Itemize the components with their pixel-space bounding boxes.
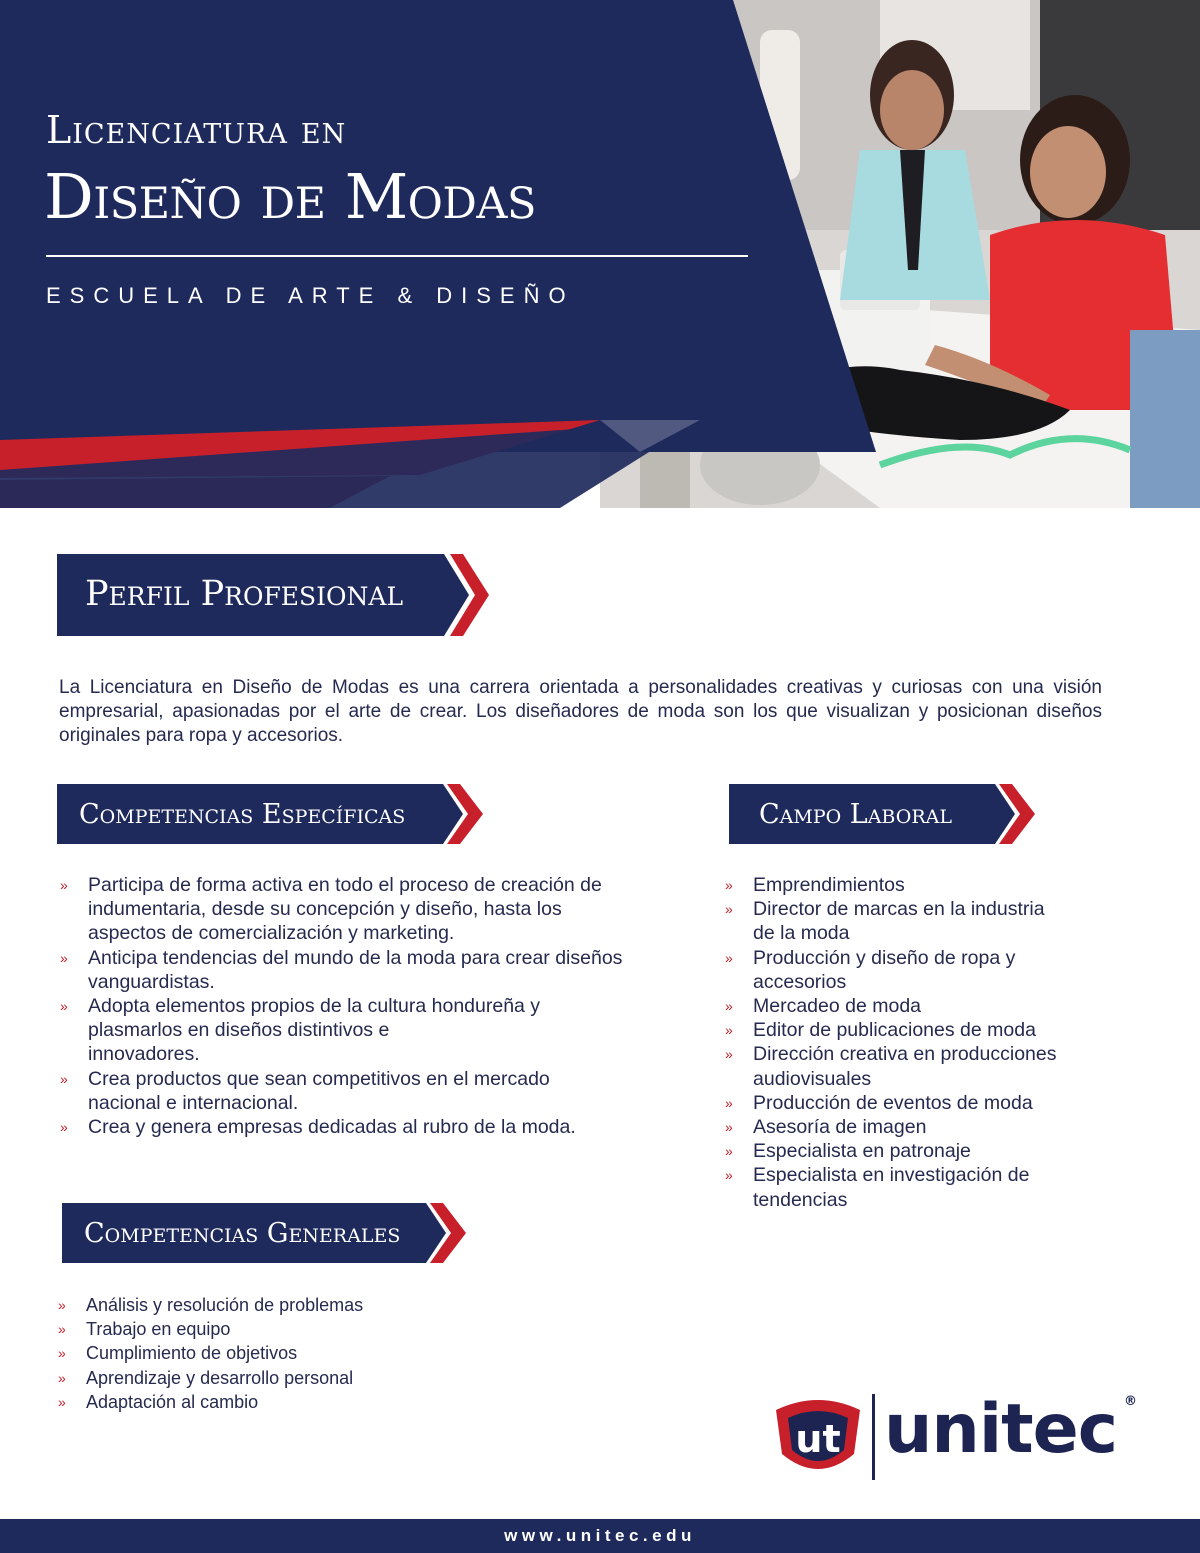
section-heading-competencias-especificas: Competencias Específicas <box>79 798 406 830</box>
competencia-especifica-item-text: Participa de forma activa en todo el proceso de creación de <box>88 874 602 896</box>
perfil-description: La Licenciatura en Diseño de Modas es una carrera orientada a personalidades creativas y curiosas con una visión empresarial, apasionadas por el arte de crear. Los diseñadores de moda son los que visualizan y posicionan diseños originales para ropa y accesorios. <box>59 677 1102 746</box>
campo-laboral-item <box>725 1139 1125 1163</box>
competencia-general-item <box>58 1366 578 1390</box>
program-title-line2: Diseño de Modas <box>44 160 536 233</box>
bullet-chevron-icon: » <box>725 949 733 966</box>
competencia-especifica-item-text: Crea y genera empresas dedicadas al rubro de la moda. <box>88 1116 576 1139</box>
competencia-especifica-item-text: nacional e internacional. <box>88 1091 299 1114</box>
competencia-especifica-item-text: indumentaria, desde su concepción y diseño, hasta los <box>88 898 562 921</box>
title-divider <box>46 255 748 257</box>
bullet-chevron-icon: » <box>725 1046 733 1063</box>
registered-mark: ® <box>1124 1394 1137 1409</box>
logo-divider <box>872 1394 875 1480</box>
campo-laboral-item <box>725 1091 1125 1115</box>
bullet-chevron-icon: » <box>725 1143 733 1160</box>
competencia-especifica-item-text: vanguardistas. <box>88 970 215 993</box>
campo-laboral-item <box>725 1163 1125 1211</box>
competencia-general-item-text: Aprendizaje y desarrollo personal <box>86 1367 354 1388</box>
campo-laboral-item <box>725 946 1125 994</box>
competencias-especificas-list <box>60 873 700 1139</box>
competencia-especifica-item <box>60 1067 700 1115</box>
bullet-chevron-icon: » <box>60 949 68 966</box>
campo-laboral-item <box>725 1018 1125 1042</box>
campo-laboral-item <box>725 873 1125 897</box>
competencia-especifica-item-text: innovadores. <box>88 1043 200 1066</box>
campo-laboral-item <box>725 1042 1125 1090</box>
competencia-especifica-item-text: plasmarlos en diseños distintivos e <box>88 1019 390 1042</box>
campo-laboral-item <box>725 897 1125 945</box>
competencia-especifica-item-text: Crea productos que sean competitivos en el mercado <box>88 1067 550 1090</box>
section-heading-perfil: Perfil Profesional <box>85 574 404 614</box>
campo-laboral-item <box>725 1115 1125 1139</box>
bullet-chevron-icon: » <box>60 1119 68 1136</box>
section-heading-campo-laboral: Campo Laboral <box>759 798 952 830</box>
bullet-chevron-icon: » <box>60 877 68 893</box>
campo-laboral-list <box>725 873 1125 1212</box>
bullet-chevron-icon: » <box>60 1070 68 1087</box>
section-heading-competencias-generales: Competencias Generales <box>84 1217 401 1249</box>
campo-laboral-item-text: Emprendimientos <box>753 874 905 896</box>
bullet-chevron-icon: » <box>725 1022 733 1039</box>
bullet-chevron-icon: » <box>60 998 68 1015</box>
footer-bar <box>0 1519 1200 1553</box>
campo-laboral-item-text: accesorios <box>753 970 847 993</box>
logo-wordmark: unitec <box>884 1390 1118 1469</box>
competencia-general-item <box>58 1390 578 1414</box>
bullet-chevron-icon: » <box>58 1297 66 1313</box>
header-geometric-shapes <box>0 0 1200 508</box>
section-banner-perfil <box>57 554 489 636</box>
bullet-chevron-icon: » <box>725 1119 733 1136</box>
bullet-chevron-icon: » <box>58 1345 66 1362</box>
competencia-especifica-item-text: aspectos de comercialización y marketing. <box>88 922 455 945</box>
bullet-chevron-icon: » <box>58 1369 66 1386</box>
competencia-general-item <box>58 1317 578 1341</box>
competencia-especifica-item <box>60 946 700 994</box>
competencia-especifica-item-text: Adopta elementos propios de la cultura hondureña y <box>88 995 541 1018</box>
campo-laboral-item-text: Editor de publicaciones de moda <box>753 1019 1036 1042</box>
campo-laboral-item-text: Mercadeo de moda <box>753 995 922 1018</box>
competencias-generales-list <box>58 1293 578 1414</box>
campo-laboral-item-text: tendencias <box>753 1188 848 1211</box>
bullet-chevron-icon: » <box>725 901 733 918</box>
section-banner-campo-laboral <box>729 784 1035 866</box>
section-banner-competencias-generales <box>62 1203 466 1285</box>
bullet-chevron-icon: » <box>58 1393 66 1410</box>
website-link[interactable]: www.unitec.edu <box>504 1526 696 1545</box>
competencia-especifica-item <box>60 1115 700 1139</box>
bullet-chevron-icon: » <box>58 1321 66 1338</box>
school-name: ESCUELA DE ARTE & DISEÑO <box>46 283 575 308</box>
competencia-general-item <box>58 1341 578 1365</box>
competencia-general-item-text: Adaptación al cambio <box>86 1391 259 1412</box>
program-title-line1: Licenciatura en <box>46 108 347 152</box>
campo-laboral-item-text: audiovisuales <box>753 1067 872 1090</box>
campo-laboral-item-text: Asesoría de imagen <box>753 1116 927 1139</box>
campo-laboral-item-text: de la moda <box>753 922 850 945</box>
competencia-general-item-text: Cumplimiento de objetivos <box>86 1343 298 1364</box>
campo-laboral-item-text: Producción de eventos de moda <box>753 1091 1033 1114</box>
bullet-chevron-icon: » <box>725 877 733 893</box>
logo-monogram: ut <box>795 1417 841 1461</box>
section-banner-competencias-especificas <box>57 784 483 866</box>
unitec-shield-icon <box>768 1388 868 1483</box>
campo-laboral-item-text: Producción y diseño de ropa y <box>753 946 1016 969</box>
campo-laboral-item-text: Dirección creativa en producciones <box>753 1043 1057 1066</box>
campo-laboral-item-text: Director de marcas en la industria <box>753 898 1045 921</box>
campo-laboral-item-text: Especialista en patronaje <box>753 1140 971 1163</box>
bullet-chevron-icon: » <box>725 1167 733 1184</box>
header-hero <box>0 0 1200 508</box>
campo-laboral-item <box>725 994 1125 1018</box>
campo-laboral-item-text: Especialista en investigación de <box>753 1164 1030 1187</box>
competencia-general-item-text: Análisis y resolución de problemas <box>86 1295 364 1315</box>
competencia-especifica-item <box>60 873 700 946</box>
competencia-especifica-item <box>60 994 700 1067</box>
bullet-chevron-icon: » <box>725 1094 733 1111</box>
bullet-chevron-icon: » <box>725 998 733 1015</box>
competencia-general-item-text: Trabajo en equipo <box>86 1319 231 1340</box>
competencia-general-item <box>58 1293 578 1317</box>
unitec-logo[interactable] <box>768 1388 1148 1483</box>
competencia-especifica-item-text: Anticipa tendencias del mundo de la moda para crear diseños <box>88 946 623 969</box>
